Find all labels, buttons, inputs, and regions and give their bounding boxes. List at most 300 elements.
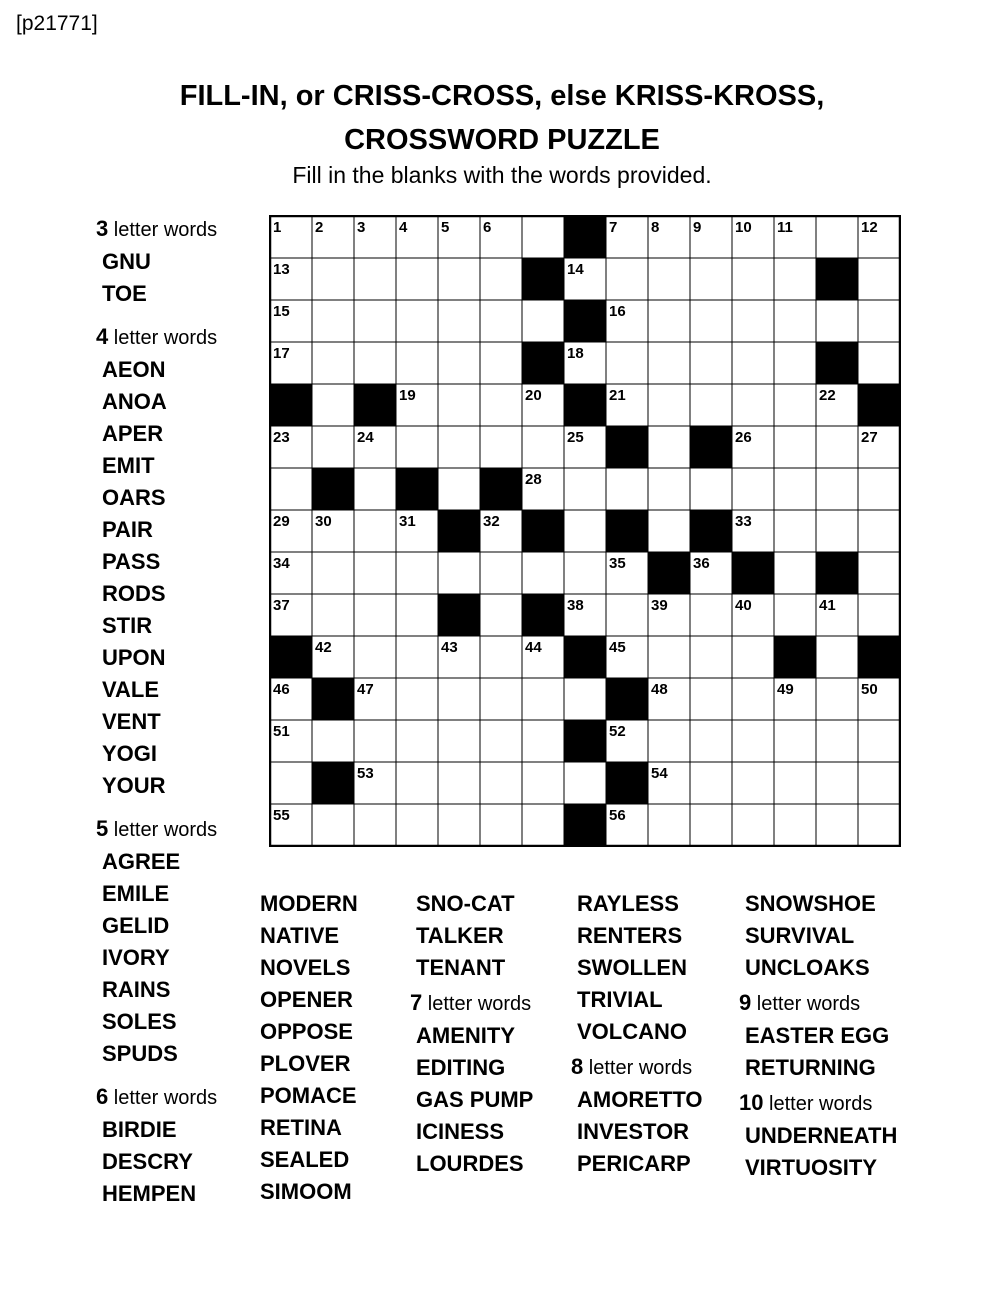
grid-cell[interactable] (480, 594, 522, 636)
grid-cell[interactable] (480, 552, 522, 594)
grid-cell[interactable] (354, 594, 396, 636)
clue-number: 6 (483, 219, 492, 236)
grid-cell[interactable] (270, 762, 312, 804)
word-item: GAS PUMP (416, 1087, 534, 1112)
grid-cell[interactable] (564, 510, 606, 552)
grid-cell[interactable] (312, 300, 354, 342)
grid-cell[interactable] (858, 258, 900, 300)
grid-cell[interactable] (816, 300, 858, 342)
clue-number: 37 (273, 597, 290, 614)
grid-cell[interactable] (396, 720, 438, 762)
word-item: LOURDES (416, 1151, 524, 1176)
grid-cell[interactable] (690, 804, 732, 846)
grid-cell[interactable] (774, 342, 816, 384)
grid-cell[interactable] (690, 300, 732, 342)
grid-block-cell (564, 300, 606, 342)
clue-number: 50 (861, 681, 878, 698)
grid-block-cell (312, 678, 354, 720)
grid-cell[interactable] (438, 426, 480, 468)
grid-cell[interactable] (564, 552, 606, 594)
grid-block-cell (606, 762, 648, 804)
grid-cell[interactable] (648, 342, 690, 384)
grid-cell[interactable] (816, 510, 858, 552)
grid-cell[interactable] (858, 552, 900, 594)
heading-6-letter: 6 letter words (96, 1084, 218, 1109)
clue-number: 19 (399, 387, 416, 404)
word-item: TOE (102, 281, 147, 306)
clue-number: 5 (441, 219, 450, 236)
grid-cell[interactable] (648, 468, 690, 510)
grid-cell[interactable] (732, 720, 774, 762)
clue-number: 51 (273, 723, 290, 740)
grid-cell[interactable] (816, 468, 858, 510)
grid-cell[interactable] (480, 636, 522, 678)
grid-cell[interactable] (354, 300, 396, 342)
clue-number: 12 (861, 219, 878, 236)
puzzle-code: [p21771] (16, 12, 98, 35)
grid-block-cell (480, 468, 522, 510)
grid-block-cell (312, 762, 354, 804)
word-item: APER (102, 421, 164, 446)
word-item: EASTER EGG (745, 1023, 890, 1048)
word-item: MODERN (260, 891, 358, 916)
grid-cell[interactable] (774, 720, 816, 762)
word-item: EDITING (416, 1055, 506, 1080)
grid-cell[interactable] (480, 762, 522, 804)
word-item: ICINESS (416, 1119, 505, 1144)
clue-number: 17 (273, 345, 290, 362)
clue-number: 44 (525, 639, 542, 656)
grid-block-cell (312, 468, 354, 510)
grid-cell[interactable] (858, 468, 900, 510)
clue-number: 15 (273, 303, 290, 320)
title-line-1: FILL-IN, or CRISS-CROSS, else KRISS-KROSS, (179, 80, 825, 112)
grid-cell[interactable] (732, 300, 774, 342)
clue-number: 32 (483, 513, 500, 530)
clue-number: 31 (399, 513, 416, 530)
grid-block-cell (564, 216, 606, 258)
word-item: AMENITY (416, 1023, 515, 1048)
grid-cell[interactable] (564, 762, 606, 804)
grid-cell[interactable] (312, 552, 354, 594)
word-item: TRIVIAL (577, 987, 663, 1012)
word-item: YOGI (102, 741, 158, 766)
word-item: SIMOOM (260, 1179, 352, 1204)
grid-cell[interactable] (606, 342, 648, 384)
word-item: TENANT (416, 955, 506, 980)
grid-cell[interactable] (438, 552, 480, 594)
grid-cell[interactable] (396, 636, 438, 678)
grid-cell[interactable] (396, 594, 438, 636)
clue-number: 52 (609, 723, 626, 740)
word-item: RENTERS (577, 923, 683, 948)
grid-cell[interactable] (816, 804, 858, 846)
grid-block-cell (690, 510, 732, 552)
clue-number: 8 (651, 219, 660, 236)
word-item: RETURNING (745, 1055, 876, 1080)
clue-number: 4 (399, 219, 408, 236)
word-item: YOUR (102, 773, 166, 798)
word-item: STIR (102, 613, 153, 638)
grid-block-cell (522, 258, 564, 300)
clue-number: 7 (609, 219, 618, 236)
clue-number: 27 (861, 429, 878, 446)
grid-cell[interactable] (480, 342, 522, 384)
grid-cell[interactable] (354, 552, 396, 594)
word-item: SNOWSHOE (745, 891, 876, 916)
grid-cell[interactable] (858, 594, 900, 636)
grid-block-cell (606, 426, 648, 468)
grid-cell[interactable] (774, 258, 816, 300)
heading-9-letter: 9 letter words (739, 990, 861, 1015)
word-item: VIRTUOSITY (745, 1155, 878, 1180)
grid-cell[interactable] (438, 762, 480, 804)
grid-cell[interactable] (438, 468, 480, 510)
crossword-grid (269, 215, 901, 847)
grid-cell[interactable] (858, 762, 900, 804)
grid-block-cell (858, 384, 900, 426)
word-list-col-5 (739, 888, 897, 1184)
clue-number: 22 (819, 387, 836, 404)
clue-number: 35 (609, 555, 626, 572)
word-item: GELID (102, 913, 170, 938)
word-item: BIRDIE (102, 1117, 177, 1142)
grid-cell[interactable] (354, 510, 396, 552)
clue-number: 21 (609, 387, 626, 404)
grid-block-cell (522, 342, 564, 384)
grid-cell[interactable] (816, 678, 858, 720)
grid-block-cell (564, 720, 606, 762)
clue-number: 10 (735, 219, 752, 236)
clue-number: 36 (693, 555, 710, 572)
heading-7-letter: 7 letter words (410, 990, 532, 1015)
word-item: NOVELS (260, 955, 351, 980)
word-item: VOLCANO (577, 1019, 687, 1044)
clue-number: 1 (273, 219, 282, 236)
clue-number: 48 (651, 681, 668, 698)
grid-cell[interactable] (480, 258, 522, 300)
grid-cell[interactable] (480, 720, 522, 762)
grid-cell[interactable] (690, 258, 732, 300)
word-item: SWOLLEN (577, 955, 687, 980)
word-item: UPON (102, 645, 166, 670)
grid-cell[interactable] (312, 426, 354, 468)
word-item: UNDERNEATH (745, 1123, 898, 1148)
subtitle: Fill in the blanks with the words provided. (292, 162, 712, 188)
grid-cell[interactable] (396, 300, 438, 342)
word-item: EMILE (102, 881, 170, 906)
grid-block-cell (396, 468, 438, 510)
grid-cell[interactable] (690, 384, 732, 426)
grid-cell[interactable] (690, 762, 732, 804)
grid-cell[interactable] (816, 762, 858, 804)
word-item: AEON (102, 357, 166, 382)
grid-block-cell (438, 594, 480, 636)
grid-block-cell (648, 552, 690, 594)
grid-block-cell (858, 636, 900, 678)
grid-cell[interactable] (564, 678, 606, 720)
grid-cell[interactable] (732, 384, 774, 426)
clue-number: 9 (693, 219, 702, 236)
clue-number: 30 (315, 513, 332, 530)
grid-cell[interactable] (690, 720, 732, 762)
heading-10-letter: 10 letter words (739, 1090, 873, 1115)
grid-block-cell (438, 510, 480, 552)
grid-cell[interactable] (312, 342, 354, 384)
grid-block-cell (270, 384, 312, 426)
grid-cell[interactable] (438, 300, 480, 342)
grid-block-cell (732, 552, 774, 594)
grid-cell[interactable] (480, 384, 522, 426)
word-item: GNU (102, 249, 151, 274)
grid-cell[interactable] (522, 552, 564, 594)
grid-cell[interactable] (522, 720, 564, 762)
word-item: UNCLOAKS (745, 955, 870, 980)
grid-cell[interactable] (774, 552, 816, 594)
grid-cell[interactable] (648, 636, 690, 678)
grid-cell[interactable] (312, 720, 354, 762)
grid-block-cell (564, 804, 606, 846)
word-item: OPENER (260, 987, 353, 1012)
grid-cell[interactable] (396, 552, 438, 594)
grid-cell[interactable] (816, 426, 858, 468)
clue-number: 23 (273, 429, 290, 446)
grid-cell[interactable] (816, 636, 858, 678)
word-item: VALE (102, 677, 160, 702)
grid-cell[interactable] (774, 804, 816, 846)
clue-number: 55 (273, 807, 290, 824)
grid-cell[interactable] (774, 384, 816, 426)
grid-block-cell (354, 384, 396, 426)
grid-block-cell (816, 258, 858, 300)
grid-cell[interactable] (774, 594, 816, 636)
grid-cell[interactable] (480, 300, 522, 342)
heading-5-letter: 5 letter words (96, 816, 218, 841)
clue-number: 11 (777, 219, 793, 236)
word-list-col-4 (571, 888, 702, 1180)
grid-cell[interactable] (732, 468, 774, 510)
word-item: POMACE (260, 1083, 357, 1108)
grid-block-cell (522, 510, 564, 552)
grid-cell[interactable] (774, 426, 816, 468)
clue-number: 56 (609, 807, 626, 824)
grid-cell[interactable] (606, 594, 648, 636)
clue-number: 3 (357, 219, 366, 236)
grid-cell[interactable] (858, 510, 900, 552)
grid-cell[interactable] (396, 762, 438, 804)
grid-block-cell (816, 342, 858, 384)
clue-number: 14 (567, 261, 584, 278)
word-item: INVESTOR (577, 1119, 690, 1144)
word-item: HEMPEN (102, 1181, 197, 1206)
word-item: RODS (102, 581, 166, 606)
grid-cell[interactable] (816, 720, 858, 762)
grid-block-cell (774, 636, 816, 678)
grid-cell[interactable] (774, 510, 816, 552)
word-item: VENT (102, 709, 161, 734)
grid-cell[interactable] (312, 258, 354, 300)
heading-3-letter: 3 letter words (96, 216, 218, 241)
grid-block-cell (816, 552, 858, 594)
grid-cell[interactable] (732, 678, 774, 720)
grid-cell[interactable] (354, 720, 396, 762)
clue-number: 13 (273, 261, 290, 278)
grid-block-cell (270, 636, 312, 678)
title-line-2: CROSSWORD PUZZLE (344, 124, 660, 156)
grid-cell[interactable] (858, 804, 900, 846)
grid-cell[interactable] (648, 300, 690, 342)
grid-cell[interactable] (438, 258, 480, 300)
grid-cell[interactable] (480, 804, 522, 846)
clue-number: 28 (525, 471, 542, 488)
grid-cell[interactable] (438, 384, 480, 426)
grid-cell[interactable] (648, 258, 690, 300)
grid-cell[interactable] (438, 804, 480, 846)
grid-cell[interactable] (774, 762, 816, 804)
word-item: DESCRY (102, 1149, 193, 1174)
grid-cell[interactable] (312, 384, 354, 426)
word-item: SNO-CAT (416, 891, 515, 916)
grid-cell[interactable] (396, 258, 438, 300)
grid-cell[interactable] (606, 258, 648, 300)
word-item: PLOVER (260, 1051, 351, 1076)
clue-number: 18 (567, 345, 584, 362)
grid-cell[interactable] (858, 720, 900, 762)
grid-cell[interactable] (690, 678, 732, 720)
grid-cell[interactable] (480, 426, 522, 468)
grid-cell[interactable] (396, 804, 438, 846)
grid-cell[interactable] (774, 300, 816, 342)
grid-cell[interactable] (354, 342, 396, 384)
grid-cell[interactable] (312, 594, 354, 636)
grid-block-cell (564, 636, 606, 678)
clue-number: 47 (357, 681, 374, 698)
word-item: AGREE (102, 849, 181, 874)
grid-cell[interactable] (690, 468, 732, 510)
grid-cell[interactable] (522, 300, 564, 342)
grid-cell[interactable] (270, 468, 312, 510)
grid-cell[interactable] (438, 720, 480, 762)
grid-cell[interactable] (354, 804, 396, 846)
clue-number: 49 (777, 681, 794, 698)
clue-number: 25 (567, 429, 584, 446)
grid-block-cell (690, 426, 732, 468)
word-item: ANOA (102, 389, 167, 414)
clue-number: 39 (651, 597, 668, 614)
clue-number: 29 (273, 513, 290, 530)
grid-cell[interactable] (354, 468, 396, 510)
word-item: PASS (102, 549, 161, 574)
grid-cell[interactable] (732, 762, 774, 804)
clue-number: 42 (315, 639, 332, 656)
clue-number: 16 (609, 303, 626, 320)
grid-cell[interactable] (312, 804, 354, 846)
grid-cell[interactable] (480, 678, 522, 720)
word-item: RETINA (260, 1115, 342, 1140)
heading-4-letter: 4 letter words (96, 324, 218, 349)
word-item: PERICARP (577, 1151, 691, 1176)
clue-number: 20 (525, 387, 542, 404)
word-list-col-1 (96, 210, 217, 1210)
grid-block-cell (564, 384, 606, 426)
grid-cell[interactable] (648, 510, 690, 552)
word-item: RAINS (102, 977, 171, 1002)
grid-cell[interactable] (858, 300, 900, 342)
word-list-col-2 (254, 888, 358, 1208)
grid-cell[interactable] (774, 468, 816, 510)
grid-cell[interactable] (438, 678, 480, 720)
grid-cell[interactable] (690, 342, 732, 384)
grid-cell[interactable] (522, 804, 564, 846)
word-item: TALKER (416, 923, 504, 948)
word-item: SOLES (102, 1009, 177, 1034)
word-item: EMIT (102, 453, 155, 478)
grid-cell[interactable] (648, 426, 690, 468)
grid-cell[interactable] (648, 804, 690, 846)
grid-cell[interactable] (816, 216, 858, 258)
word-item: AMORETTO (577, 1087, 703, 1112)
grid-cell[interactable] (522, 216, 564, 258)
grid-cell[interactable] (522, 678, 564, 720)
grid-block-cell (606, 678, 648, 720)
grid-cell[interactable] (354, 258, 396, 300)
clue-number: 26 (735, 429, 752, 446)
grid-cell[interactable] (354, 636, 396, 678)
grid-cell[interactable] (732, 342, 774, 384)
grid-cell[interactable] (858, 342, 900, 384)
grid-block-cell (606, 510, 648, 552)
grid-cell[interactable] (522, 762, 564, 804)
grid-cell[interactable] (732, 804, 774, 846)
clue-number: 53 (357, 765, 374, 782)
clue-number: 33 (735, 513, 752, 530)
grid-cell[interactable] (648, 720, 690, 762)
clue-number: 38 (567, 597, 584, 614)
word-item: PAIR (102, 517, 153, 542)
grid-cell[interactable] (396, 426, 438, 468)
word-item: SEALED (260, 1147, 350, 1172)
heading-8-letter: 8 letter words (571, 1054, 693, 1079)
clue-number: 46 (273, 681, 290, 698)
clue-number: 24 (357, 429, 374, 446)
word-item: OPPOSE (260, 1019, 353, 1044)
grid-cell[interactable] (648, 384, 690, 426)
grid-cell[interactable] (732, 258, 774, 300)
clue-number: 54 (651, 765, 668, 782)
grid-cell[interactable] (690, 636, 732, 678)
grid-cell[interactable] (396, 342, 438, 384)
grid-cell[interactable] (564, 468, 606, 510)
clue-number: 41 (819, 597, 836, 614)
grid-block-cell (522, 594, 564, 636)
clue-number: 34 (273, 555, 290, 572)
grid-cell[interactable] (606, 468, 648, 510)
word-item: RAYLESS (577, 891, 679, 916)
grid-cell[interactable] (732, 636, 774, 678)
word-item: NATIVE (260, 923, 340, 948)
grid-cell[interactable] (690, 594, 732, 636)
word-item: SPUDS (102, 1041, 178, 1066)
word-item: OARS (102, 485, 166, 510)
grid-cell[interactable] (522, 426, 564, 468)
clue-number: 45 (609, 639, 626, 656)
grid-cell[interactable] (438, 342, 480, 384)
word-item: SURVIVAL (745, 923, 855, 948)
grid-cell[interactable] (396, 678, 438, 720)
clue-number: 2 (315, 219, 324, 236)
clue-number: 40 (735, 597, 752, 614)
word-item: IVORY (102, 945, 170, 970)
